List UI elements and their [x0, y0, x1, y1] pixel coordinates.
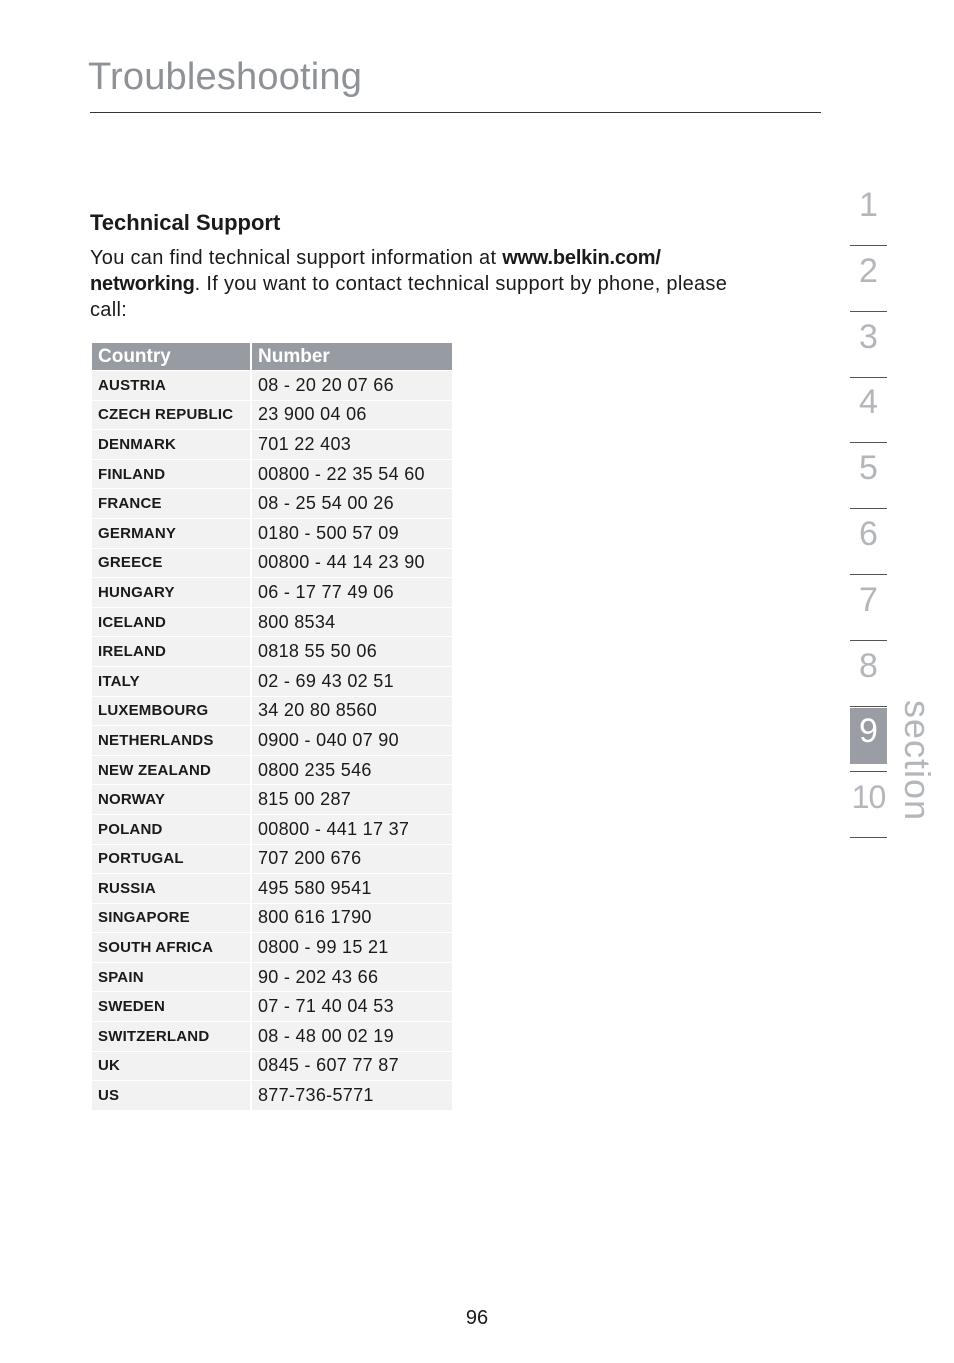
table-row — [92, 401, 452, 430]
table-row — [92, 874, 452, 903]
table-row — [92, 904, 452, 933]
section-nav-item-9[interactable] — [850, 706, 887, 772]
table-row — [92, 1052, 452, 1081]
phone-number-cell: 0800 - 99 15 21 — [252, 933, 452, 962]
phone-number-cell: 495 580 9541 — [252, 874, 452, 903]
country-cell: FINLAND — [92, 460, 250, 489]
table-row — [92, 815, 452, 844]
phone-number-cell: 0845 - 607 77 87 — [252, 1052, 452, 1081]
country-cell: NEW ZEALAND — [92, 756, 250, 785]
table-row — [92, 578, 452, 607]
country-cell: ITALY — [92, 667, 250, 696]
country-cell: PORTUGAL — [92, 845, 250, 874]
section-heading: Technical Support — [90, 210, 281, 235]
table-row — [92, 637, 452, 666]
section-nav-item-8[interactable] — [850, 641, 887, 707]
phone-number-cell: 0180 - 500 57 09 — [252, 519, 452, 548]
country-cell: HUNGARY — [92, 578, 250, 607]
intro-paragraph — [90, 245, 750, 323]
country-cell: AUSTRIA — [92, 371, 250, 400]
section-nav-item-7[interactable] — [850, 575, 887, 641]
section-nav-item-5[interactable] — [850, 443, 887, 509]
page-title: Troubleshooting — [88, 56, 363, 98]
phone-number-cell: 800 616 1790 — [252, 904, 452, 933]
section-nav-number: 3 — [859, 317, 878, 356]
country-cell: NORWAY — [92, 785, 250, 814]
section-nav-item-1[interactable] — [850, 180, 887, 246]
section-label-text: section — [897, 700, 938, 822]
country-cell: ICELAND — [92, 608, 250, 637]
table-row — [92, 608, 452, 637]
table-body — [92, 371, 452, 1110]
table-header-row — [92, 343, 452, 370]
section-nav-number: 7 — [859, 580, 878, 619]
phone-number-cell: 34 20 80 8560 — [252, 697, 452, 726]
section-label — [890, 700, 940, 830]
country-cell: FRANCE — [92, 489, 250, 518]
phone-number-cell: 23 900 04 06 — [252, 401, 452, 430]
section-nav-number: 2 — [859, 251, 878, 290]
table-row — [92, 756, 452, 785]
phone-number-cell: 08 - 20 20 07 66 — [252, 371, 452, 400]
page-number: 96 — [465, 1307, 489, 1329]
phone-number-cell: 07 - 71 40 04 53 — [252, 992, 452, 1021]
table-row — [92, 933, 452, 962]
support-link[interactable]: www.belkin.com/ networking — [90, 247, 661, 295]
table-row — [92, 1081, 452, 1110]
phone-number-cell: 02 - 69 43 02 51 — [252, 667, 452, 696]
country-cell: US — [92, 1081, 250, 1110]
country-cell: NETHERLANDS — [92, 726, 250, 755]
column-header-country: Country — [92, 343, 250, 370]
country-cell: SOUTH AFRICA — [92, 933, 250, 962]
section-nav-number: 5 — [859, 449, 878, 488]
section-nav-number: 8 — [859, 646, 878, 685]
country-cell: GERMANY — [92, 519, 250, 548]
phone-number-cell: 877-736-5771 — [252, 1081, 452, 1110]
table-row — [92, 460, 452, 489]
country-cell: UK — [92, 1052, 250, 1081]
table-row — [92, 667, 452, 696]
section-nav-number: 1 — [859, 186, 878, 224]
table-row — [92, 785, 452, 814]
phone-number-cell: 0818 55 50 06 — [252, 637, 452, 666]
country-cell: RUSSIA — [92, 874, 250, 903]
section-nav-item-4[interactable] — [850, 377, 887, 443]
country-cell: GREECE — [92, 549, 250, 578]
table-row — [92, 489, 452, 518]
phone-number-cell: 00800 - 441 17 37 — [252, 815, 452, 844]
phone-number-cell: 00800 - 22 35 54 60 — [252, 460, 452, 489]
country-cell: SINGAPORE — [92, 904, 250, 933]
country-cell: SPAIN — [92, 963, 250, 992]
intro-text-end: . If you want to contact technical support by phone, please call: — [90, 273, 728, 321]
section-nav-item-3[interactable] — [850, 312, 887, 378]
country-cell: CZECH REPUBLIC — [92, 401, 250, 430]
phone-number-cell: 815 00 287 — [252, 785, 452, 814]
column-header-number: Number — [252, 343, 452, 370]
table-row — [92, 845, 452, 874]
phone-number-cell: 08 - 25 54 00 26 — [252, 489, 452, 518]
section-nav-number: 10 — [851, 779, 886, 816]
section-nav-item-10[interactable] — [850, 772, 887, 838]
phone-number-cell: 08 - 48 00 02 19 — [252, 1022, 452, 1051]
title-divider — [90, 112, 821, 113]
section-nav-item-6[interactable] — [850, 509, 887, 575]
table-row — [92, 726, 452, 755]
table-row — [92, 992, 452, 1021]
support-phone-table — [90, 342, 454, 1111]
table-row — [92, 697, 452, 726]
country-cell: SWITZERLAND — [92, 1022, 250, 1051]
section-nav-number: 4 — [859, 383, 878, 422]
country-cell: DENMARK — [92, 430, 250, 459]
section-nav-item-2[interactable] — [850, 246, 887, 312]
phone-number-cell: 707 200 676 — [252, 845, 452, 874]
phone-number-cell: 0800 235 546 — [252, 756, 452, 785]
phone-number-cell: 06 - 17 77 49 06 — [252, 578, 452, 607]
phone-number-cell: 701 22 403 — [252, 430, 452, 459]
country-cell: SWEDEN — [92, 992, 250, 1021]
country-cell: LUXEMBOURG — [92, 697, 250, 726]
table-row — [92, 430, 452, 459]
phone-number-cell: 00800 - 44 14 23 90 — [252, 549, 452, 578]
intro-text-start: You can find technical support information at — [90, 247, 503, 269]
table-row — [92, 1022, 452, 1051]
section-nav-number: 6 — [859, 515, 878, 553]
table-row — [92, 549, 452, 578]
phone-number-cell: 90 - 202 43 66 — [252, 963, 452, 992]
table-row — [92, 963, 452, 992]
phone-number-cell: 0900 - 040 07 90 — [252, 726, 452, 755]
table-row — [92, 371, 452, 400]
country-cell: IRELAND — [92, 637, 250, 666]
section-nav-number: 9 — [859, 712, 878, 751]
country-cell: POLAND — [92, 815, 250, 844]
table-row — [92, 519, 452, 548]
phone-number-cell: 800 8534 — [252, 608, 452, 637]
